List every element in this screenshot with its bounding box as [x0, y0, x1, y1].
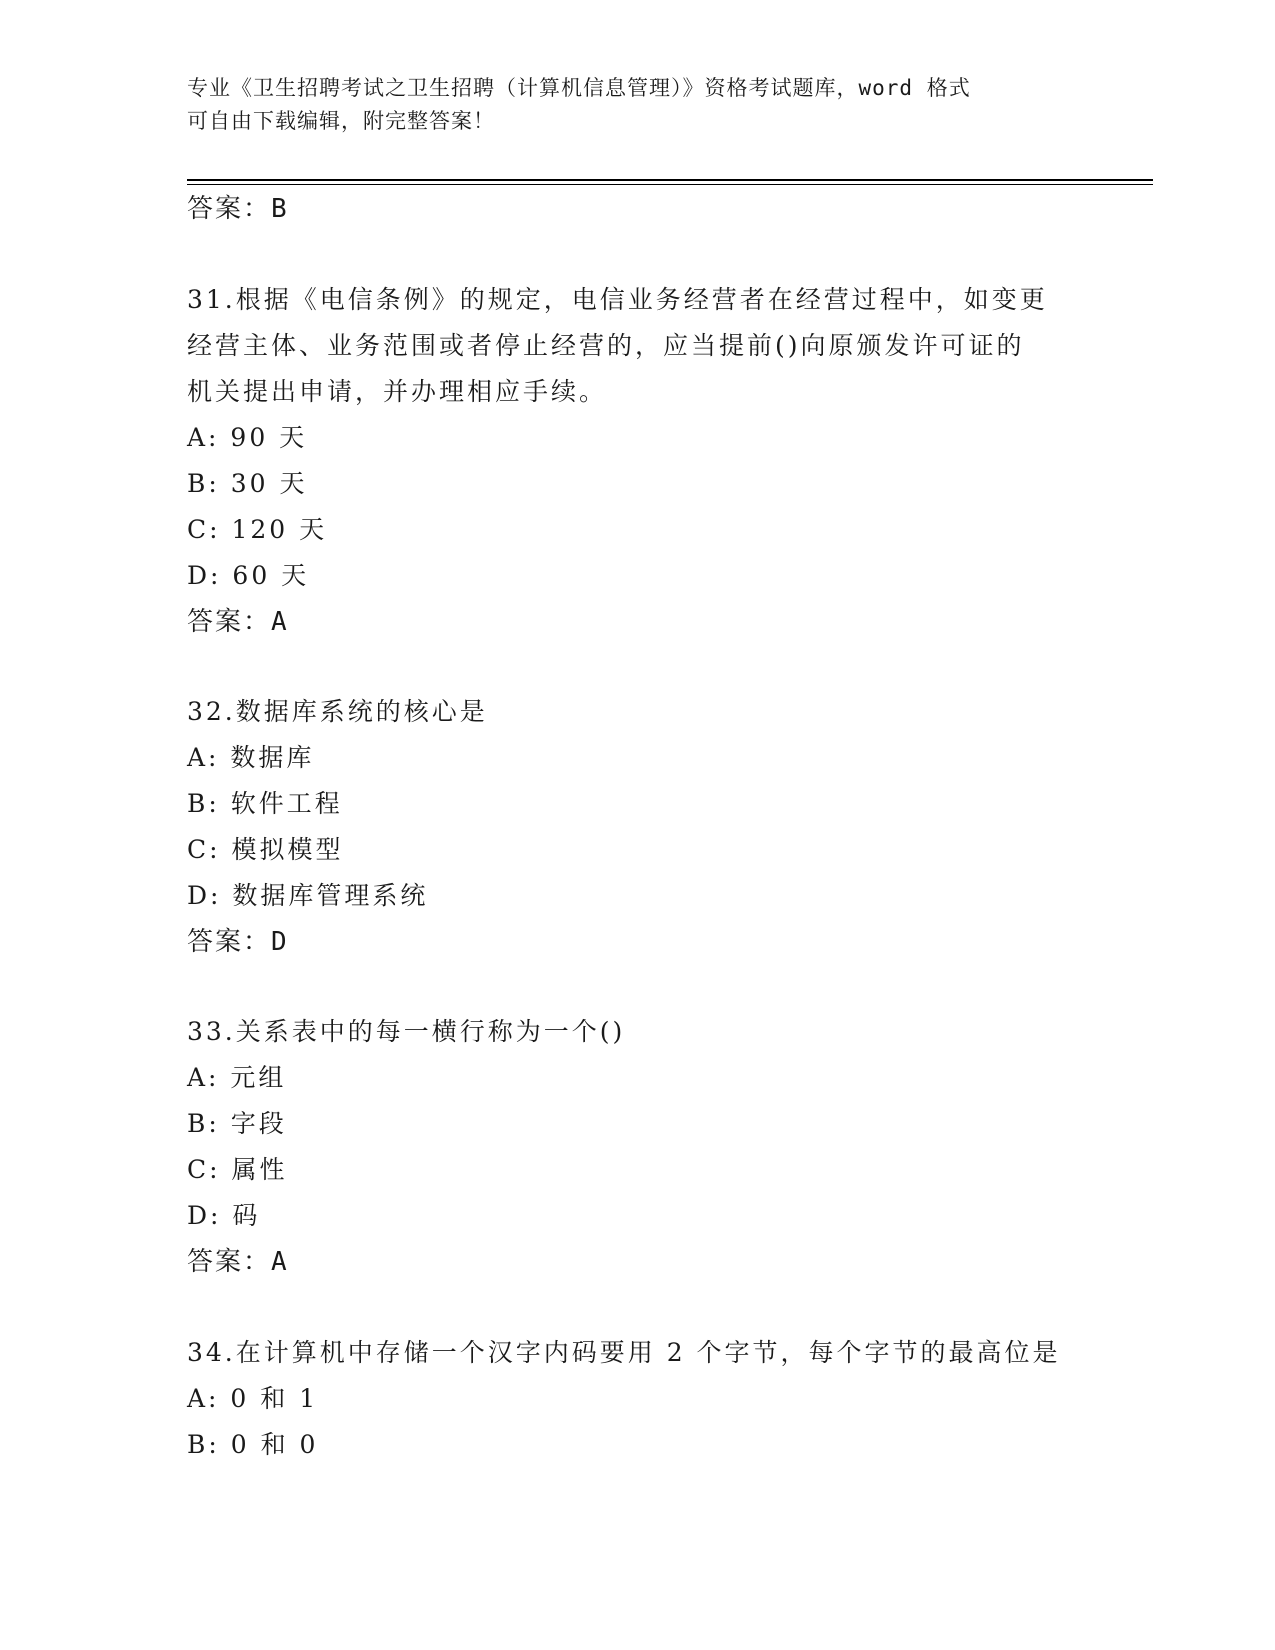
document-header [187, 72, 1067, 138]
answer-value: D [271, 927, 289, 957]
answer-label: 答案： [187, 927, 272, 957]
question-stem-line: 机关提出申请，并办理相应手续。 [187, 377, 608, 406]
option-b: B: 0 和 0 [187, 1430, 319, 1459]
question-stem-line: 33.关系表中的每一横行称为一个() [187, 1017, 626, 1046]
question-34 [187, 1330, 1087, 1468]
option-c: C: 属性 [187, 1155, 288, 1184]
option-c: C: 120 天 [187, 515, 328, 544]
answer-value: A [271, 607, 289, 637]
question-stem-line: 32.数据库系统的核心是 [187, 697, 488, 726]
answer [187, 1239, 1087, 1285]
question-32 [187, 689, 1087, 965]
option-d: D: 数据库管理系统 [187, 881, 429, 910]
question-stem-line: 31.根据《电信条例》的规定，电信业务经营者在经营过程中，如变更 [187, 285, 1048, 314]
option-a: A: 元组 [187, 1063, 287, 1092]
question-33 [187, 1009, 1087, 1285]
option-b: B: 字段 [187, 1109, 287, 1138]
option-a: A: 数据库 [187, 743, 315, 772]
option-b: B: 30 天 [187, 469, 308, 498]
option-d: D: 60 天 [187, 561, 310, 590]
option-b: B: 软件工程 [187, 789, 343, 818]
option-d: D: 码 [187, 1201, 261, 1230]
question-stem-line: 经营主体、业务范围或者停止经营的，应当提前()向原颁发许可证的 [187, 331, 1025, 360]
option-a: A: 0 和 1 [187, 1384, 319, 1413]
header-line-2: 可自由下载编辑，附完整答案！ [187, 109, 495, 133]
answer [187, 919, 1087, 965]
header-divider-thick [187, 179, 1153, 181]
question-stem-line: 34.在计算机中存储一个汉字内码要用 2 个字节，每个字节的最高位是 [187, 1338, 1061, 1367]
question-31 [187, 277, 1087, 645]
option-a: A: 90 天 [187, 423, 308, 452]
option-c: C: 模拟模型 [187, 835, 344, 864]
answer-value: B [271, 194, 289, 224]
header-line-1: 专业《卫生招聘考试之卫生招聘（计算机信息管理）》资格考试题库，word 格式 [187, 76, 971, 100]
answer-label: 答案： [187, 1247, 272, 1277]
previous-answer [187, 186, 1087, 232]
answer-value: A [271, 1247, 289, 1277]
header-divider-thin [187, 184, 1153, 185]
answer-label: 答案： [187, 194, 272, 224]
answer-label: 答案： [187, 607, 272, 637]
answer [187, 599, 1087, 645]
